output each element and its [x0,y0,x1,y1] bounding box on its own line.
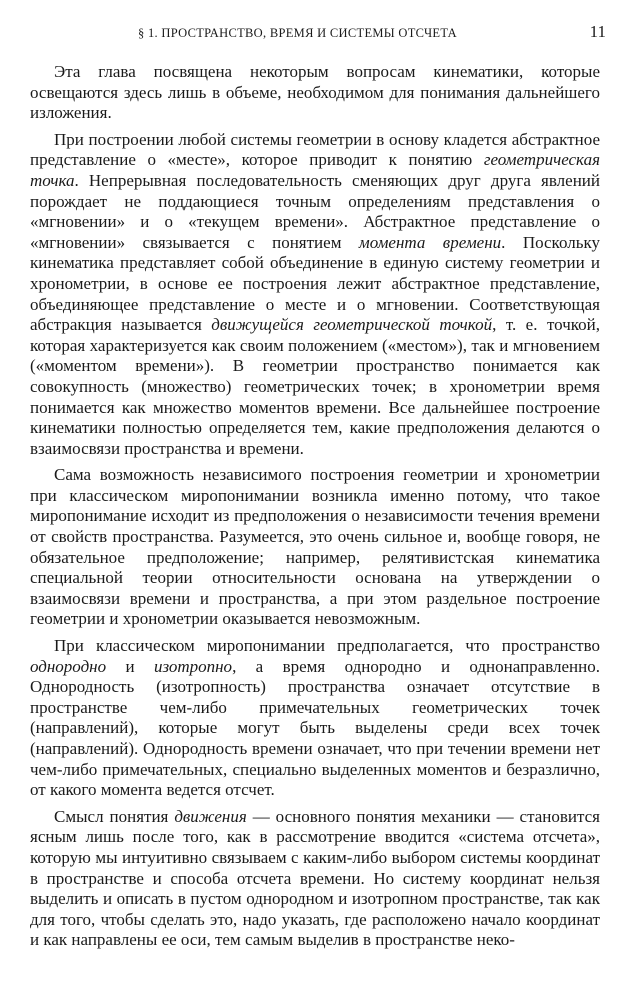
italic-term: однородно [30,656,107,676]
page-header [60,22,612,44]
page-number: 11 [589,22,606,41]
text-run: — основного понятия механики — становится ясным лишь после того, как в рассмотрение вводится «система отсчета», которую мы интуитивно связываем с каким-либо выбором системы координат в пространстве и способа отсчета времени. Но систему координат нельзя выделить и описать в пустом однородном и изотропном пространстве, так как для того, чтобы сделать это, надо указать, где расположено начало координат и как направлены ее оси, тем самым выделив в пространстве неко- [30,806,600,950]
paragraph [30,465,600,630]
text-run: Эта глава посвящена некоторым вопросам кинематики, которые освещаются здесь лишь в объеме, необходимом для понимания дальнейшего изложения. [30,62,600,123]
paragraph [30,130,600,460]
text-run: и [106,656,154,676]
text-run: Сама возможность независимого построения геометрии и хронометрии при классическом миропонимании возникла именно потому, что такое миропонимание исходит из предположения о независимости течения времени от свойств пространства. Разумеется, это очень сильное и, вообще говоря, не обязательное предположение; например, релятивистская кинематика специальной теории относительности основана на утверждении о взаимосвязи времени и пространства, а при этом раздельное построение геометрии и хронометрии оказывается невозможным. [30,465,600,629]
text-run: , т. е. точкой, которая характеризуется как своим положением («местом»), так и мгновением («моментом времени»). В геометрии пространство понимается как совокупность (множество) геометрических точек; в хронометрии время понимается как множество моментов времени. Все дальнейшее построение кинематики полностью определяется тем, какие предположения делаются о взаимосвязи пространства и времени. [30,315,601,458]
text-run: При классическом миропонимании предполагается, что пространство [54,636,600,656]
italic-term: изотропно [153,656,233,676]
italic-term: движущейся геометрической точкой [211,315,493,335]
italic-term: геометрическая точка [30,150,600,190]
text-run: . Поскольку кинематика представляет собой объединение в единую систему геометрии и хронометрии, в основе ее построения лежит абстрактное представление, объединяющее представление о месте и о мгновении. Соответствующая абстракция называется [30,232,600,335]
paragraph [30,636,600,801]
italic-term: момента времени [358,232,502,252]
text-run: Смысл понятия [54,806,175,826]
body-text [30,62,600,957]
text-run: . Непрерывная последовательность сменяющих друг друга явлений порождает не поддающиеся точным определениям представления о «мгновении» и о «текущем времени». Абстрактное представление о «мгновении» связывается с понятием [30,170,600,252]
paragraph [30,807,600,951]
running-head: § 1. ПРОСТРАНСТВО, ВРЕМЯ И СИСТЕМЫ ОТСЧЕТА [138,26,458,40]
text-run: , а время однородно и однонаправленно. Однородность (изотропность) пространства означает отсутствие в пространстве чем-либо примечательных геометрических точек (направлений), которые могут быть выделены среди всех точек (направлений). Однородность времени означает, что при течении времени нет чем-либо примечательных, специально выделенных моментов и безразлично, от какого момента ведется отсчет. [30,656,600,800]
paragraph [30,62,600,124]
italic-term: движения [174,806,247,826]
text-run: При построении любой системы геометрии в основу кладется абстрактное представление о «месте», которое приводит к понятию [30,129,600,170]
